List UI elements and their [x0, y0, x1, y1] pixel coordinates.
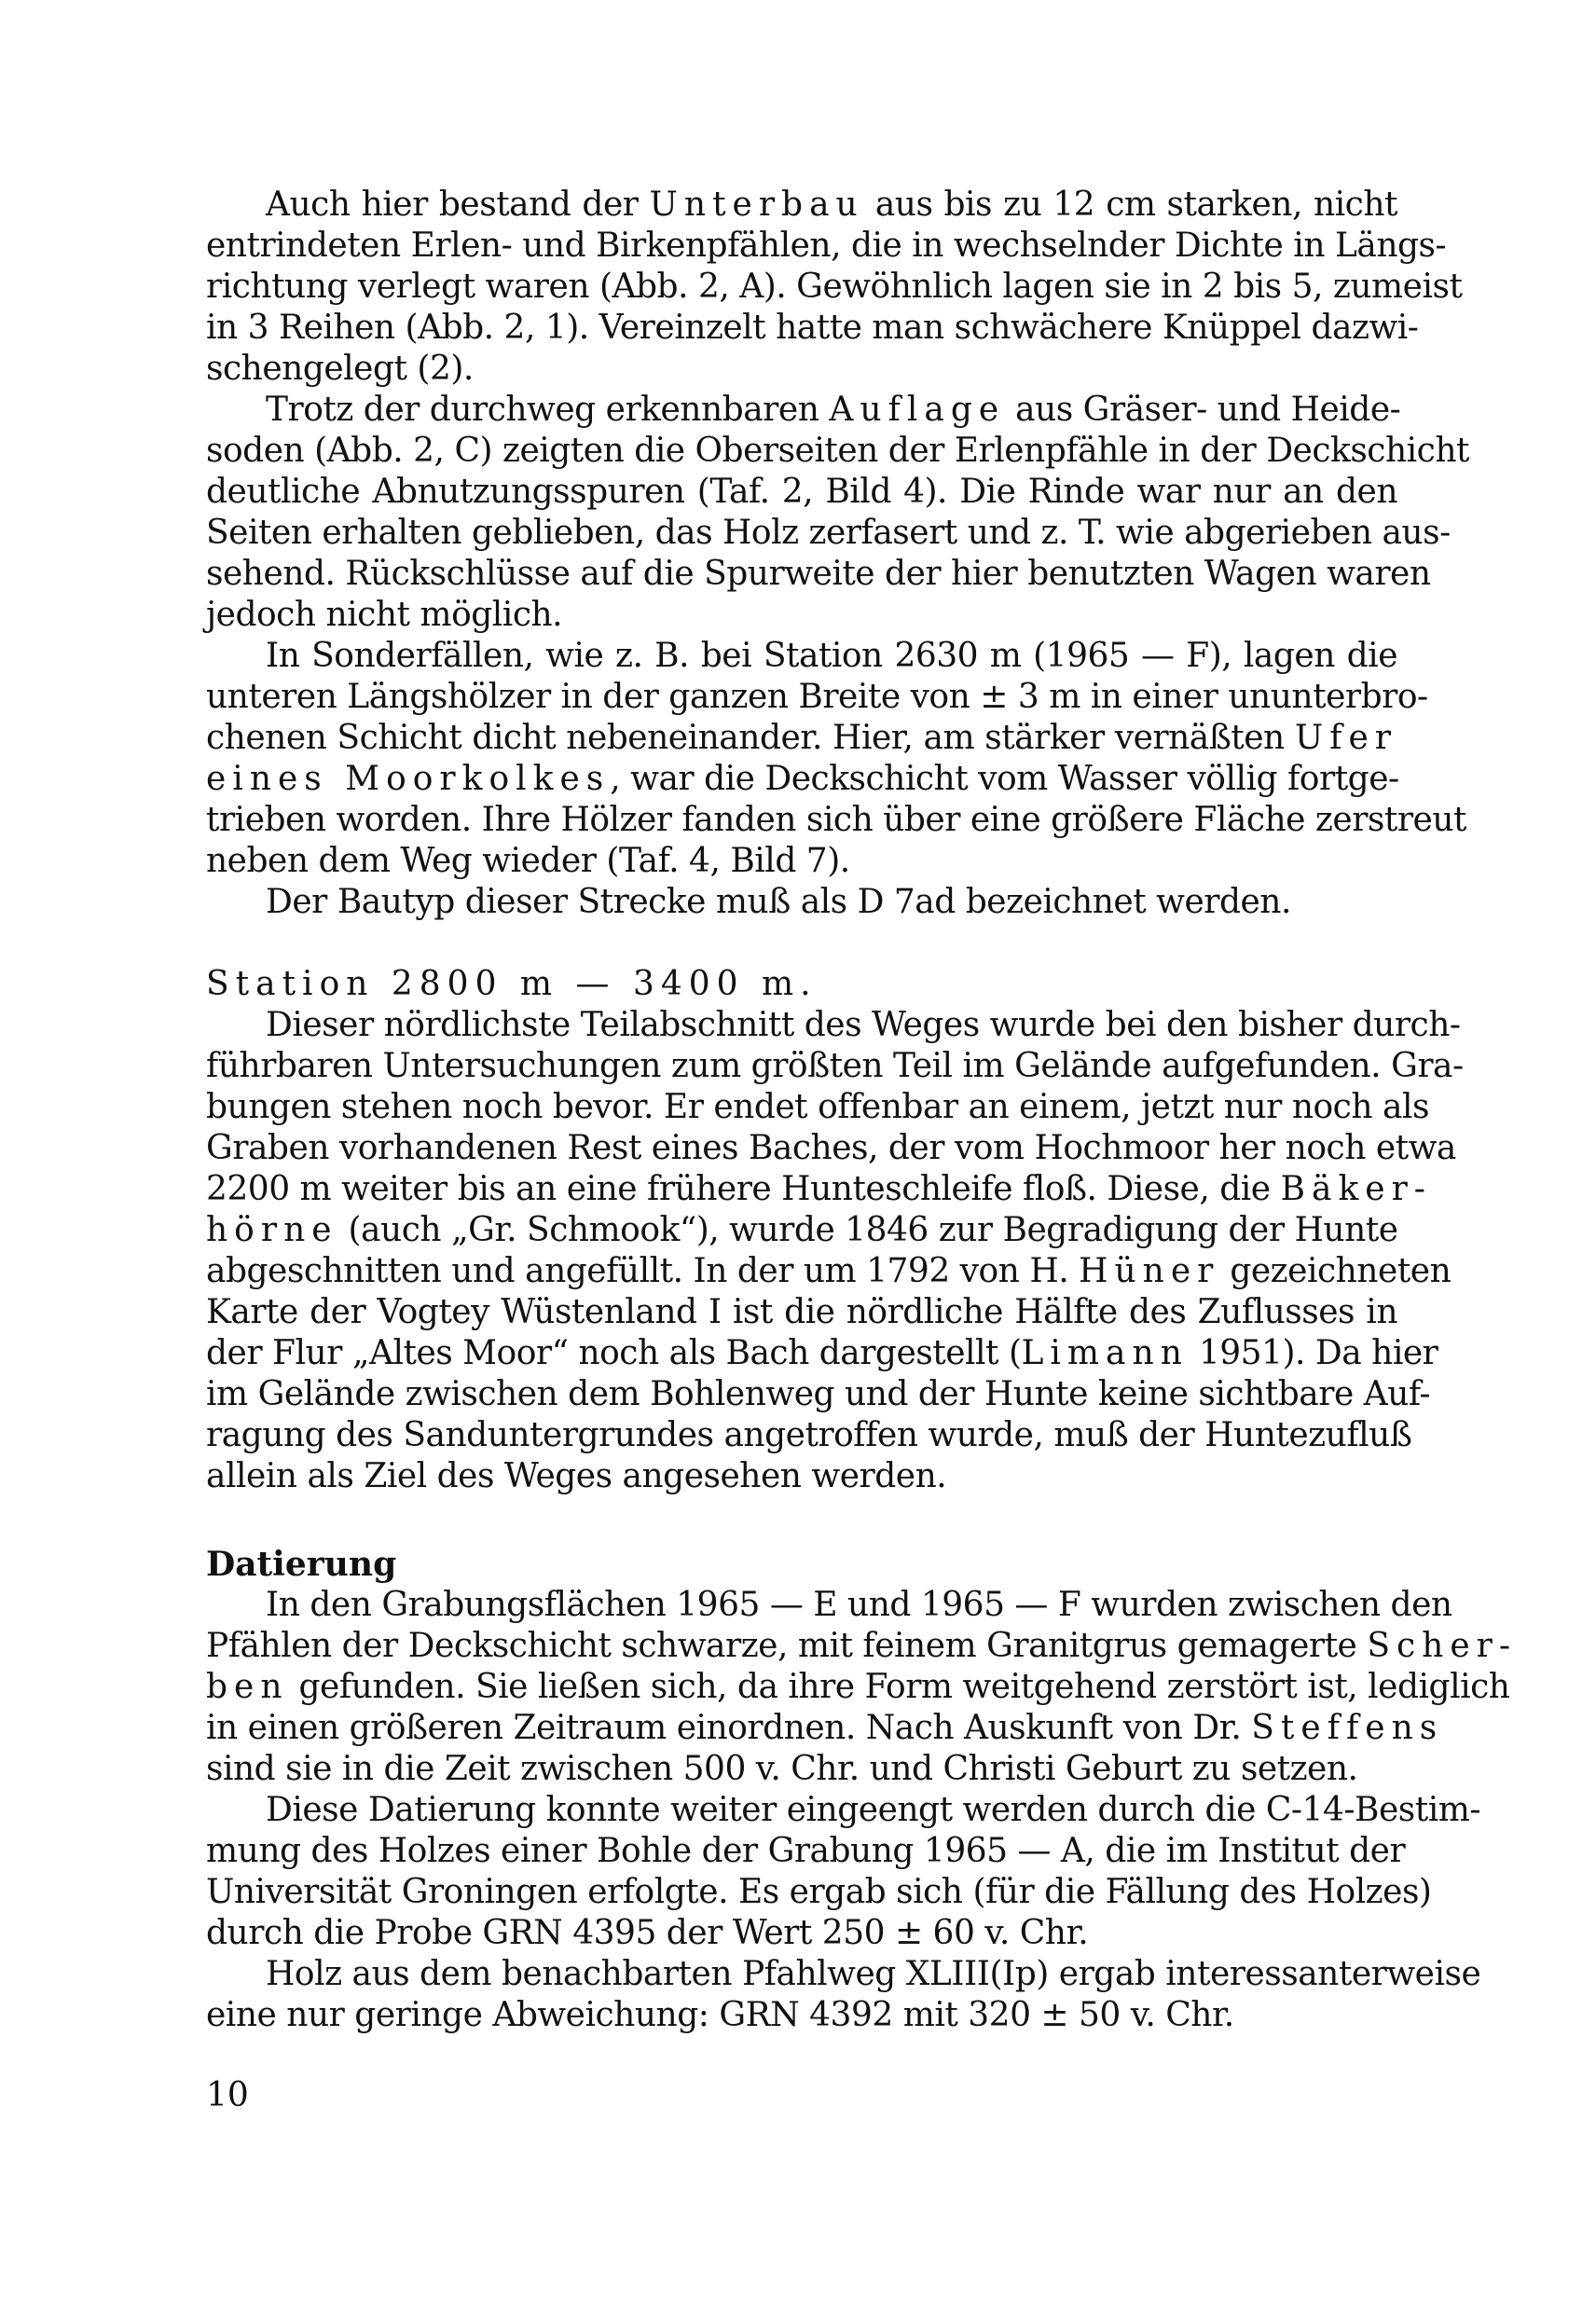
text-line: allein als Ziel des Weges angesehen werden. [206, 1457, 947, 1495]
page-number: 10 [206, 2076, 249, 2114]
text-line: Dieser nördlichste Teilabschnitt des Weges wurde bei den bisher durch- [266, 1006, 1461, 1044]
paragraph [206, 636, 1467, 882]
emphasized-spaced-text: Auflage [829, 391, 1006, 429]
text-line: Pfählen der Deckschicht schwarze, mit feinem Granitgrus gemagerte Scher- [206, 1627, 1517, 1665]
text-line: sehend. Rückschlüsse auf die Spurweite der hier benutzten Wagen waren [206, 555, 1431, 593]
text-line: trieben worden. Ihre Hölzer fanden sich über eine größere Fläche zerstreut [206, 801, 1467, 839]
text-line: Karte der Vogtey Wüstenland I ist die nördliche Hälfte des Zuflusses in [206, 1293, 1397, 1331]
paragraph [206, 1005, 1464, 1497]
paragraph [206, 390, 1469, 636]
text-line: 2200 m weiter bis an eine frühere Hunteschleife floß. Diese, die Bäker- [206, 1170, 1432, 1208]
emphasized-spaced-text: Bäker- [1280, 1170, 1432, 1208]
paragraph [206, 882, 1397, 923]
emphasized-spaced-text: hörne [206, 1211, 338, 1249]
emphasized-spaced-text: Hüner [1079, 1252, 1220, 1290]
text-line: führbaren Untersuchungen zum größten Teil im Gelände aufgefunden. Gra- [206, 1047, 1464, 1085]
text-line: Universität Groningen erfolgte. Es ergab sich (für die Fällung des Holzes) [206, 1873, 1432, 1911]
station-heading: Station 2800 m — 3400 m. [206, 965, 818, 1003]
emphasized-spaced-text: Steffens [1251, 1709, 1444, 1747]
text-line: Seiten erhalten geblieben, das Holz zerfasert und z. T. wie abgerieben aus- [206, 514, 1451, 552]
text-line: Auch hier bestand der Unterbau aus bis zu 12 cm starken, nicht [266, 186, 1397, 224]
text-line: sind sie in die Zeit zwischen 500 v. Chr. und Christi Geburt zu setzen. [206, 1750, 1358, 1788]
emphasized-spaced-text: eines Moorkolkes [206, 760, 611, 798]
station-paragraph [206, 1005, 1464, 1497]
text-line: Holz aus dem benachbarten Pfahlweg XLIII(Ip) ergab interessanterweise [266, 1955, 1481, 1993]
text-line: ben gefunden. Sie ließen sich, da ihre Form weitgehend zerstört ist, lediglich [206, 1668, 1510, 1706]
paragraph [206, 1954, 1481, 2036]
text-line: eine nur geringe Abweichung: GRN 4392 mit 320 ± 50 v. Chr. [206, 1996, 1234, 2034]
text-line: unteren Längshölzer in der ganzen Breite von ± 3 m in einer ununterbro- [206, 678, 1428, 716]
text-line: der Flur „Altes Moor“ noch als Bach dargestellt (Limann 1951). Da hier [206, 1334, 1438, 1372]
text-line: chenen Schicht dicht nebeneinander. Hier, am stärker vernäßten Ufer [206, 719, 1397, 757]
emphasized-spaced-text: Scher- [1367, 1627, 1517, 1665]
text-line: In Sonderfällen, wie z. B. bei Station 2630 m (1965 — F), lagen die [266, 637, 1397, 675]
text-block-datierung [206, 1585, 1517, 2036]
text-line: Graben vorhandenen Rest eines Baches, der vom Hochmoor her noch etwa [206, 1129, 1456, 1167]
text-line: durch die Probe GRN 4395 der Wert 250 ± 60 v. Chr. [206, 1914, 1089, 1952]
text-line: entrindeten Erlen- und Birkenpfählen, die in wechselnder Dichte in Längs- [206, 227, 1447, 265]
emphasized-spaced-text: ben [206, 1668, 289, 1706]
text-line: richtung verlegt waren (Abb. 2, A). Gewöhnlich lagen sie in 2 bis 5, zumeist [206, 268, 1463, 306]
text-line: neben dem Weg wieder (Taf. 4, Bild 7). [206, 842, 850, 880]
page-body [206, 185, 1517, 2036]
emphasized-spaced-text: Unterbau [649, 186, 864, 224]
text-line: mung des Holzes einer Bohle der Grabung 1965 — A, die im Institut der [206, 1832, 1406, 1870]
text-line: in 3 Reihen (Abb. 2, 1). Vereinzelt hatte man schwächere Knüppel dazwi- [206, 309, 1419, 347]
text-line: bungen stehen noch bevor. Er endet offenbar an einem, jetzt nur noch als [206, 1088, 1429, 1126]
text-line: deutliche Abnutzungsspuren (Taf. 2, Bild 4). Die Rinde war nur an den [206, 473, 1397, 511]
text-line: ragung des Sanduntergrundes angetroffen wurde, muß der Huntezufluß [206, 1416, 1412, 1454]
emphasized-spaced-text: Ufer [1294, 719, 1397, 757]
text-line: hörne (auch „Gr. Schmook“), wurde 1846 zur Begradigung der Hunte [206, 1211, 1398, 1249]
emphasized-spaced-text: Limann [1021, 1334, 1189, 1372]
text-line: abgeschnitten und angefüllt. In der um 1792 von H. Hüner gezeichneten [206, 1252, 1452, 1290]
text-line: in einen größeren Zeitraum einordnen. Nach Auskunft von Dr. Steffens [206, 1709, 1444, 1747]
text-block-top [206, 185, 1469, 923]
text-line: soden (Abb. 2, C) zeigten die Oberseiten der Erlenpfähle in der Deckschicht [206, 432, 1469, 470]
text-line: In den Grabungsflächen 1965 — E und 1965 — F wurden zwischen den [266, 1586, 1452, 1624]
text-line: im Gelände zwischen dem Bohlenweg und der Hunte keine sichtbare Auf- [206, 1375, 1431, 1413]
section-heading-datierung: Datierung [206, 1545, 397, 1584]
text-line: eines Moorkolkes, war die Deckschicht vom Wasser völlig fortge- [206, 760, 1399, 798]
text-line: jedoch nicht möglich. [206, 596, 563, 634]
text-line: Diese Datierung konnte weiter eingeengt werden durch die C-14-Bestim- [266, 1791, 1481, 1829]
paragraph [206, 1585, 1517, 1790]
paragraph [206, 185, 1463, 390]
text-line: Der Bautyp dieser Strecke muß als D 7ad bezeichnet werden. [266, 883, 1291, 921]
text-line: Trotz der durchweg erkennbaren Auflage aus Gräser- und Heide- [266, 391, 1401, 429]
text-line: schengelegt (2). [206, 350, 474, 388]
paragraph [206, 1790, 1481, 1954]
